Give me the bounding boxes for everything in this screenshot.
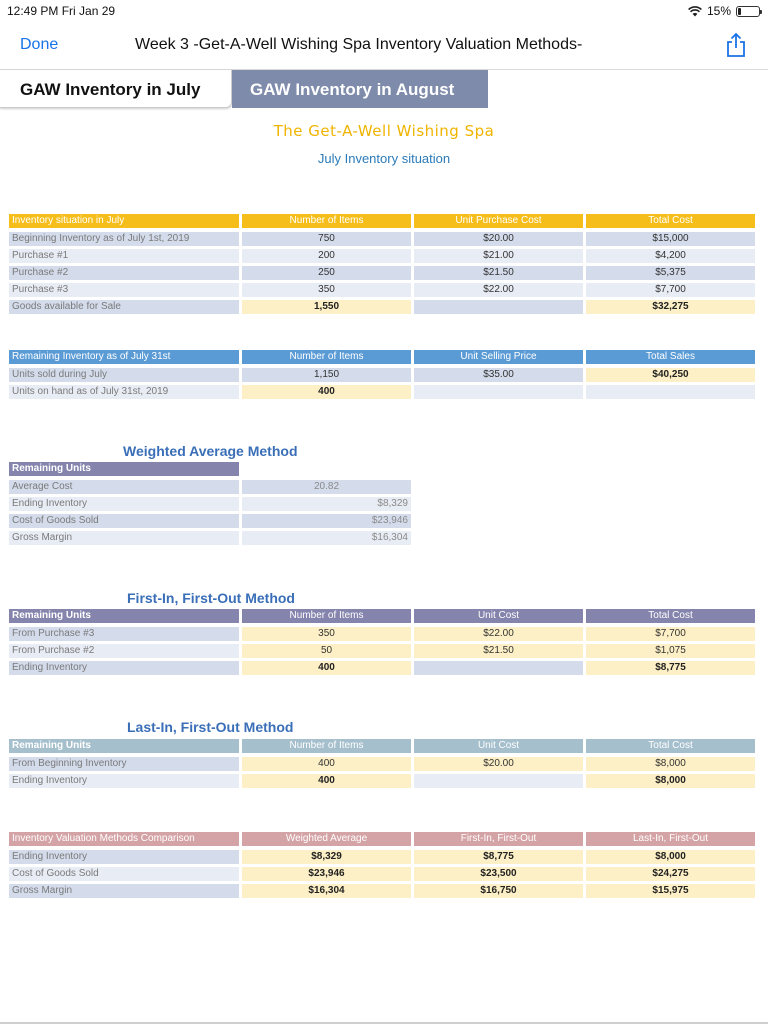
remaining-row-items: 1,150 xyxy=(242,368,411,382)
lifo-header-total-cost: Total Cost xyxy=(586,739,755,753)
fifo-header-items: Number of Items xyxy=(242,609,411,623)
sheet-tabs xyxy=(0,70,768,110)
inventory-row-label: Goods available for Sale xyxy=(9,300,239,314)
remaining-row-total-sales xyxy=(586,385,755,399)
comparison-row-weighted: $23,946 xyxy=(242,867,411,881)
comparison-row-fifo: $23,500 xyxy=(414,867,583,881)
inventory-row-total-cost: $5,375 xyxy=(586,266,755,280)
inventory-header-total-cost: Total Cost xyxy=(586,214,755,228)
inventory-header-label: Inventory situation in July xyxy=(9,214,239,228)
battery-percent: 15% xyxy=(706,4,731,18)
comparison-row-label: Cost of Goods Sold xyxy=(9,867,239,881)
inventory-row-unit-cost xyxy=(414,300,583,314)
fifo-row-unit-cost xyxy=(414,661,583,675)
fifo-row-items: 350 xyxy=(242,627,411,641)
inventory-row-items: 1,550 xyxy=(242,300,411,314)
remaining-header-items: Number of Items xyxy=(242,350,411,364)
weighted-average-title: Weighted Average Method xyxy=(123,443,298,459)
comparison-row-fifo: $16,750 xyxy=(414,884,583,898)
inventory-row-items: 750 xyxy=(242,232,411,246)
remaining-row-items: 400 xyxy=(242,385,411,399)
share-icon[interactable] xyxy=(724,32,748,58)
comparison-row-label: Gross Margin xyxy=(9,884,239,898)
fifo-row-unit-cost: $21.50 xyxy=(414,644,583,658)
fifo-row-unit-cost: $22.00 xyxy=(414,627,583,641)
fifo-row-items: 50 xyxy=(242,644,411,658)
inventory-row-unit-cost: $21.50 xyxy=(414,266,583,280)
weighted-average-cost: 20.82 xyxy=(242,480,411,494)
status-right xyxy=(688,4,760,18)
status-bar xyxy=(0,0,768,22)
lifo-header-label: Remaining Units xyxy=(9,739,239,753)
lifo-row-unit-cost: $20.00 xyxy=(414,757,583,771)
comparison-row-lifo: $15,975 xyxy=(586,884,755,898)
fifo-header-label: Remaining Units xyxy=(9,609,239,623)
weighted-row-label: Ending Inventory xyxy=(9,497,239,511)
battery-fill xyxy=(738,8,741,15)
inventory-row-items: 350 xyxy=(242,283,411,297)
weighted-row-value: $23,946 xyxy=(242,514,411,528)
weighted-row-value: $16,304 xyxy=(242,531,411,545)
fifo-header-unit-cost: Unit Cost xyxy=(414,609,583,623)
document-title: Week 3 -Get-A-Well Wishing Spa Inventory Valuation Methods- xyxy=(135,36,583,53)
wifi-icon xyxy=(688,6,702,17)
inventory-row-label: Purchase #2 xyxy=(9,266,239,280)
comparison-row-label: Ending Inventory xyxy=(9,850,239,864)
remaining-row-label: Units sold during July xyxy=(9,368,239,382)
battery-icon xyxy=(736,6,760,17)
inventory-row-total-cost: $4,200 xyxy=(586,249,755,263)
inventory-row-label: Purchase #3 xyxy=(9,283,239,297)
fifo-row-label: Ending Inventory xyxy=(9,661,239,675)
comparison-header-label: Inventory Valuation Methods Comparison xyxy=(9,832,239,846)
fifo-header-total-cost: Total Cost xyxy=(586,609,755,623)
inventory-row-total-cost: $32,275 xyxy=(586,300,755,314)
tab-gaw-inventory-august[interactable]: GAW Inventory in August xyxy=(232,70,488,108)
lifo-row-unit-cost xyxy=(414,774,583,788)
inventory-subtitle: July Inventory situation xyxy=(317,151,451,166)
fifo-row-label: From Purchase #3 xyxy=(9,627,239,641)
weighted-row-label: Gross Margin xyxy=(9,531,239,545)
comparison-row-lifo: $8,000 xyxy=(586,850,755,864)
fifo-row-label: From Purchase #2 xyxy=(9,644,239,658)
inventory-row-label: Beginning Inventory as of July 1st, 2019 xyxy=(9,232,239,246)
comparison-row-fifo: $8,775 xyxy=(414,850,583,864)
inventory-row-label: Purchase #1 xyxy=(9,249,239,263)
inventory-row-items: 200 xyxy=(242,249,411,263)
lifo-header-items: Number of Items xyxy=(242,739,411,753)
lifo-title: Last-In, First-Out Method xyxy=(127,719,294,735)
weighted-header: Remaining Units xyxy=(9,462,239,476)
lifo-row-label: From Beginning Inventory xyxy=(9,757,239,771)
remaining-header-label: Remaining Inventory as of July 31st xyxy=(9,350,239,364)
lifo-row-items: 400 xyxy=(242,757,411,771)
inventory-header-unit-cost: Unit Purchase Cost xyxy=(414,214,583,228)
weighted-row-label: Cost of Goods Sold xyxy=(9,514,239,528)
comparison-row-weighted: $8,329 xyxy=(242,850,411,864)
status-time: 12:49 PM Fri Jan 29 xyxy=(7,4,116,18)
fifo-title: First-In, First-Out Method xyxy=(127,590,295,606)
comparison-row-lifo: $24,275 xyxy=(586,867,755,881)
remaining-row-total-sales: $40,250 xyxy=(586,368,755,382)
inventory-row-unit-cost: $20.00 xyxy=(414,232,583,246)
inventory-row-total-cost: $15,000 xyxy=(586,232,755,246)
done-button[interactable]: Done xyxy=(20,36,59,53)
inventory-row-items: 250 xyxy=(242,266,411,280)
tab-gaw-inventory-july[interactable]: GAW Inventory in July xyxy=(0,70,232,108)
inventory-row-total-cost: $7,700 xyxy=(586,283,755,297)
fifo-row-total-cost: $8,775 xyxy=(586,661,755,675)
navigation-bar xyxy=(0,22,768,70)
fifo-row-total-cost: $1,075 xyxy=(586,644,755,658)
weighted-row-value: $8,329 xyxy=(242,497,411,511)
comparison-header-fifo: First-In, First-Out xyxy=(414,832,583,846)
inventory-header-items: Number of Items xyxy=(242,214,411,228)
fifo-row-total-cost: $7,700 xyxy=(586,627,755,641)
comparison-header-lifo: Last-In, First-Out xyxy=(586,832,755,846)
remaining-header-unit-price: Unit Selling Price xyxy=(414,350,583,364)
lifo-row-label: Ending Inventory xyxy=(9,774,239,788)
weighted-row-label: Average Cost xyxy=(9,480,239,494)
lifo-row-items: 400 xyxy=(242,774,411,788)
comparison-header-weighted: Weighted Average xyxy=(242,832,411,846)
lifo-header-unit-cost: Unit Cost xyxy=(414,739,583,753)
remaining-row-unit-price: $35.00 xyxy=(414,368,583,382)
fifo-row-items: 400 xyxy=(242,661,411,675)
comparison-row-weighted: $16,304 xyxy=(242,884,411,898)
inventory-row-unit-cost: $21.00 xyxy=(414,249,583,263)
spa-title: The Get-A-Well Wishing Spa xyxy=(273,122,495,140)
remaining-header-total-sales: Total Sales xyxy=(586,350,755,364)
inventory-row-unit-cost: $22.00 xyxy=(414,283,583,297)
lifo-row-total-cost: $8,000 xyxy=(586,757,755,771)
lifo-row-total-cost: $8,000 xyxy=(586,774,755,788)
remaining-row-label: Units on hand as of July 31st, 2019 xyxy=(9,385,239,399)
remaining-row-unit-price xyxy=(414,385,583,399)
